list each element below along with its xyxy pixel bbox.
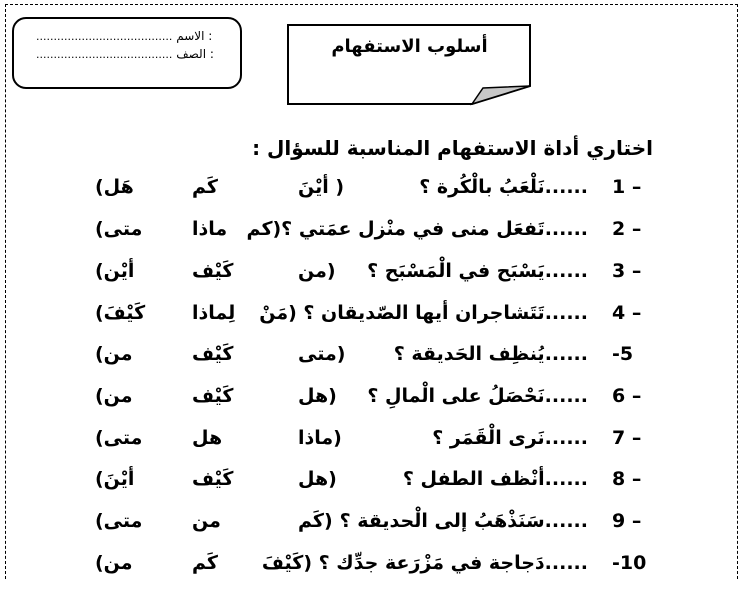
choice-1[interactable]: (هل — [298, 385, 337, 407]
question-number: -5 — [612, 343, 634, 365]
choice-2[interactable]: كَم — [192, 176, 218, 198]
choice-3[interactable]: متى) — [95, 218, 143, 240]
question-row — [0, 427, 743, 467]
question-number: 6 – — [612, 385, 642, 407]
name-row — [36, 29, 212, 44]
choice-3[interactable]: متى) — [95, 427, 143, 449]
question-number: 4 – — [612, 302, 642, 324]
choice-2[interactable]: كَيْف — [192, 385, 234, 407]
question-text: ......نَرى الْقَمَر ؟ — [432, 427, 588, 449]
question-text: ......دَجاجة في مَزْرَعة جدِّك ؟ (كَيْفَ — [261, 552, 588, 574]
choice-3[interactable]: أيْنَ) — [95, 468, 135, 490]
question-number: 3 – — [612, 260, 642, 282]
instruction-text: اختاري أداة الاستفهام المناسبة للسؤال : — [252, 136, 653, 160]
question-text: ......تَفعَل منى في منْزل عمَتي ؟(كم — [246, 218, 588, 240]
choice-1[interactable]: (كَم — [298, 510, 333, 532]
choice-2[interactable]: من — [192, 510, 221, 532]
question-number: 9 – — [612, 510, 642, 532]
choice-1[interactable]: (متى — [298, 343, 346, 365]
question-text: ......يَسْبَح في الْمَسْبَح ؟ — [367, 260, 588, 282]
choice-2[interactable]: كَيْف — [192, 468, 234, 490]
choice-3[interactable]: من) — [95, 552, 133, 574]
question-number: 2 – — [612, 218, 642, 240]
choice-3[interactable]: متى) — [95, 510, 143, 532]
choice-2[interactable]: كَيْف — [192, 260, 234, 282]
question-text: ......يُنظِف الحَديقة ؟ — [393, 343, 588, 365]
choice-1[interactable]: (من — [298, 260, 336, 282]
choice-2[interactable]: كَيْف — [192, 343, 234, 365]
question-number: 1 – — [612, 176, 642, 198]
question-text: ......نَلْعَبُ بالْكُرة ؟ — [419, 176, 588, 198]
choice-3[interactable]: من) — [95, 385, 133, 407]
choice-1[interactable]: (هل — [298, 468, 337, 490]
question-number: 7 – — [612, 427, 642, 449]
choice-1[interactable]: ( أيْنَ — [298, 176, 345, 198]
choice-2[interactable]: كَم — [192, 552, 218, 574]
name-label: الاسم : — [176, 29, 213, 43]
question-text: ......تَتَشاجران أيها الصّديقان ؟ (مَنْ — [259, 302, 588, 324]
question-row — [0, 218, 743, 258]
question-text: ......أنْظف الطفل ؟ — [402, 468, 588, 490]
class-row — [36, 47, 214, 62]
choice-2[interactable]: هل — [192, 427, 223, 449]
question-row — [0, 260, 743, 300]
class-label: الصف : — [176, 47, 214, 61]
name-field[interactable]: ....................................... — [36, 30, 173, 43]
question-text: ......نَحْصَلُ على الْمالِ ؟ — [367, 385, 588, 407]
question-number: -10 — [612, 552, 647, 574]
choice-2[interactable]: ماذا — [192, 218, 228, 240]
student-info-box — [12, 17, 242, 89]
question-text: ......سَنَذْهَبُ إلى الْحديقة ؟ — [339, 510, 588, 532]
title-banner — [287, 24, 532, 104]
choice-2[interactable]: لِماذا — [192, 302, 236, 324]
question-row — [0, 385, 743, 425]
question-row — [0, 552, 743, 592]
question-row — [0, 302, 743, 342]
choice-3[interactable]: هَل) — [95, 176, 134, 198]
class-field[interactable]: ....................................... — [36, 48, 173, 61]
choice-3[interactable]: كَيْفَ) — [95, 302, 146, 324]
question-row — [0, 468, 743, 508]
question-row — [0, 176, 743, 216]
choice-1[interactable]: (ماذا — [298, 427, 342, 449]
choice-3[interactable]: أيْن) — [95, 260, 135, 282]
page-title: أسلوب الاستفهام — [331, 36, 488, 57]
question-number: 8 – — [612, 468, 642, 490]
choice-3[interactable]: من) — [95, 343, 133, 365]
question-row — [0, 343, 743, 383]
question-row — [0, 510, 743, 550]
